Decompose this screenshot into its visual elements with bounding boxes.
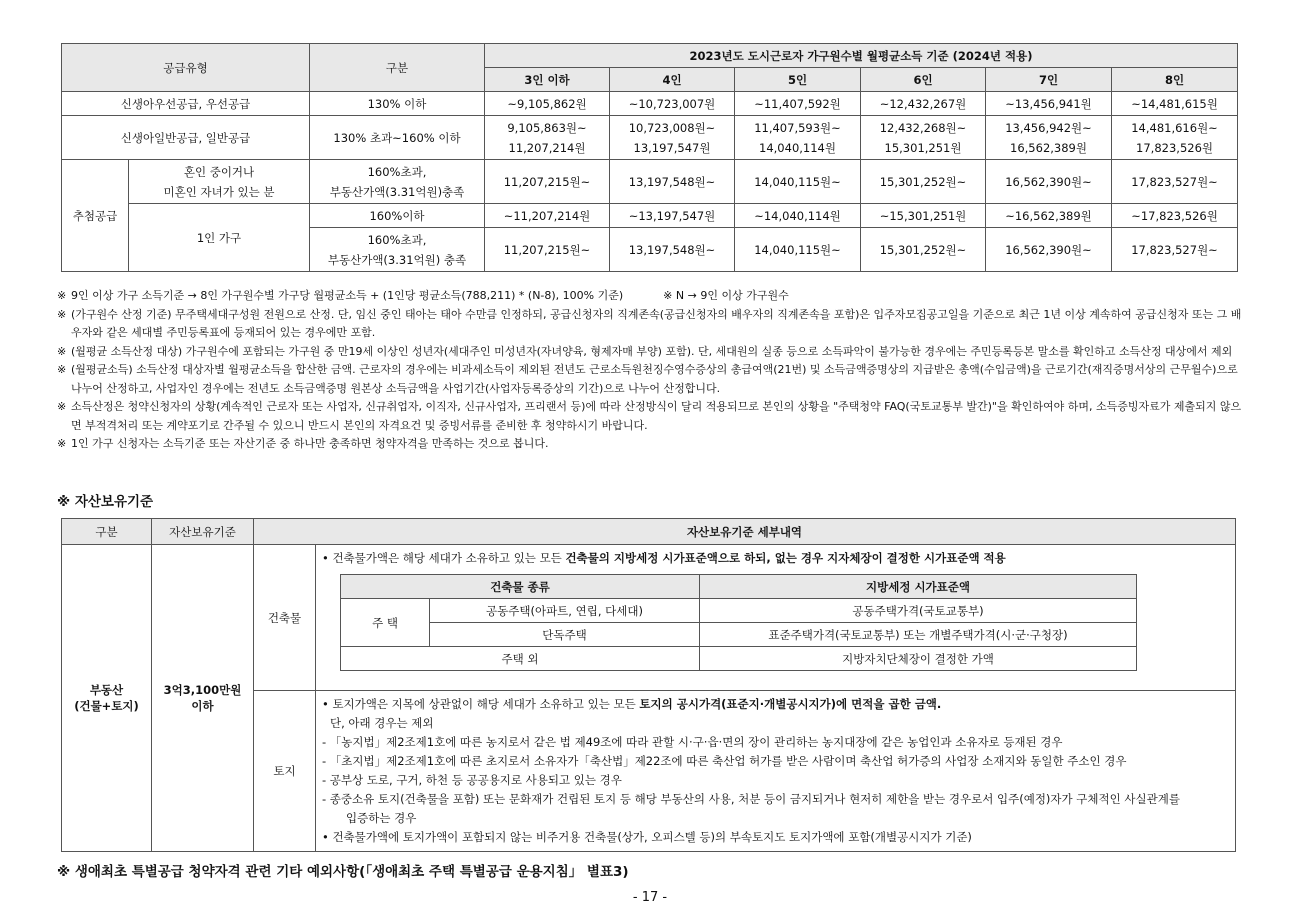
header-income-standard: 2023년도 도시근로자 가구원수별 월평균소득 기준 (2024년 적용): [485, 44, 1238, 68]
table-row: [341, 623, 1137, 647]
asset-category-real-estate: 부동산 (건물+토지): [62, 545, 152, 852]
income-cell: ~15,301,251원: [861, 204, 986, 228]
header-asset-category: 구분: [62, 519, 152, 545]
income-cell: ~13,197,547원: [610, 204, 735, 228]
row-lottery-single-criteria-a: 160%이하: [310, 204, 485, 228]
income-cell: 16,562,390원~: [986, 228, 1112, 272]
income-standard-table: [61, 43, 1238, 272]
building-detail: • 건축물가액은 해당 세대가 소유하고 있는 모든 건축물의 지방세정 시가표준액으로 하되, 없는 경우 지자체장이 결정한 시가표준액 적용 건축물 종류 지방세정 시가표준액 주 택 공동주택(아파트, 연립, 다세대) 공동주택가격(국토교통부) 단독주택 표준주택가격(국토교통부) 또는 개별주택가격(시·군·구청장) 주택 외 지방자치단체장이 결정한 가액: [316, 545, 1236, 691]
building-types-table: [340, 574, 1137, 671]
income-notes: [57, 287, 1247, 454]
income-cell: ~13,456,941원: [986, 92, 1112, 116]
header-supply-type: 공급유형: [62, 44, 310, 92]
row-lottery-married-group: 혼인 중이거나 미혼인 자녀가 있는 분: [129, 160, 310, 204]
note-item: ※ 9인 이상 가구 소득기준 → 8인 가구원수별 가구당 월평균소득 + (1인당 평균소득(788,211) * (N-8), 100% 기준) ※ N → 9인 이상 가구원수: [57, 289, 789, 302]
income-cell: ~14,040,114원: [735, 204, 861, 228]
table-row: [62, 92, 1238, 116]
header-household-3: 3인 이하: [485, 68, 610, 92]
row-priority-criteria: 130% 이하: [310, 92, 485, 116]
header-household-5: 5인: [735, 68, 861, 92]
income-cell: 12,432,268원~ 15,301,251원: [861, 116, 986, 160]
header-asset-detail: 자산보유기준 세부내역: [254, 519, 1236, 545]
income-cell: 16,562,390원~: [986, 160, 1112, 204]
asset-standard-value: 3억3,100만원 이하: [152, 545, 254, 852]
asset-section-heading: ※ 자산보유기준: [57, 494, 154, 510]
note-item: ※ (월평균소득) 소득산정 대상자별 월평균소득을 합산한 금액. 근로자의 경우에는 비과세소득이 제외된 전년도 근로소득원천징수영수증상의 총급여액(21번) 및 소득금액증명상의 지급받은 총액(수입금액)을 근로기간(재직증명서상의 근무월수)으로 나누어 산정하고, 사업자인 경우에는 전년도 소득금액증명 원본상 소득금액을 사업기간(사업자등록증상의 기간)으로 나누어 산정합니다.: [57, 363, 1238, 395]
income-cell: 11,207,215원~: [485, 160, 610, 204]
income-cell: 14,040,115원~: [735, 228, 861, 272]
table-row: [341, 647, 1137, 671]
income-cell: 9,105,863원~ 11,207,214원: [485, 116, 610, 160]
building-value-cell: 공동주택가격(국토교통부): [700, 599, 1137, 623]
page-number: - 17 -: [632, 890, 668, 905]
table-row: [62, 204, 1238, 228]
table-row: [62, 116, 1238, 160]
header-category: 구분: [310, 44, 485, 92]
income-cell: 13,197,548원~: [610, 228, 735, 272]
exception-section-heading: ※ 생애최초 특별공급 청약자격 관련 기타 예외사항(「생애최초 주택 특별공급 운용지침」 별표3): [57, 864, 629, 880]
income-cell: 11,207,215원~: [485, 228, 610, 272]
land-label: 토지: [254, 691, 316, 852]
header-asset-standard: 자산보유기준: [152, 519, 254, 545]
income-cell: ~11,407,592원: [735, 92, 861, 116]
note-item: ※ 소득산정은 청약신청자의 상황(계속적인 근로자 또는 사업자, 신규취업자, 이직자, 신규사업자, 프리랜서 등)에 따라 산정방식이 달리 적용되므로 본인의 상황을 "주택청약 FAQ(국토교통부 발간)"을 확인하여야 하며, 소득증빙자료가 제출되지 않으면 부적격처리 또는 계약포기로 간주될 수 있으니 반드시 본인의 자격요건 및 증빙서류를 준비한 후 청약하시기 바랍니다.: [57, 400, 1242, 432]
row-lottery-single-criteria-b: 160%초과, 부동산가액(3.31억원) 충족: [310, 228, 485, 272]
income-cell: ~12,432,267원: [861, 92, 986, 116]
header-household-6: 6인: [861, 68, 986, 92]
header-household-7: 7인: [986, 68, 1112, 92]
note-item: ※ (월평균 소득산정 대상) 가구원수에 포함되는 가구원 중 만19세 이상인 성년자(세대주인 미성년자(자녀양육, 형제자매 부양) 포함). 단, 세대원의 실종 등으로 소득파악이 불가능한 경우에는 주민등록등본 말소를 확인하고 소득산정 대상에서 제외: [57, 344, 1233, 358]
header-household-4: 4인: [610, 68, 735, 92]
income-cell: 15,301,252원~: [861, 160, 986, 204]
income-cell: 17,823,527원~: [1112, 160, 1238, 204]
note-item: ※ (가구원수 산정 기준) 무주택세대구성원 전원으로 산정. 단, 임신 중인 태아는 태아 수만큼 인정하되, 공급신청자의 직계존속(공급신청자의 배우자의 직계존속을 포함)은 입주자모집공고일을 기준으로 최근 1년 이상 계속하여 공급신청자 또는 그 배우자와 같은 세대별 주민등록표에 등재되어 있는 경우에만 포함.: [57, 307, 1242, 339]
building-kind-cell: 단독주택: [430, 623, 700, 647]
header-building-kind: 건축물 종류: [341, 575, 700, 599]
row-lottery-married-criteria: 160%초과, 부동산가액(3.31억원)충족: [310, 160, 485, 204]
income-cell: ~17,823,526원: [1112, 204, 1238, 228]
building-label: 건축물: [254, 545, 316, 691]
header-household-8: 8인: [1112, 68, 1238, 92]
building-value-cell: 지방자치단체장이 결정한 가액: [700, 647, 1137, 671]
income-cell: ~11,207,214원: [485, 204, 610, 228]
income-cell: 11,407,593원~ 14,040,114원: [735, 116, 861, 160]
income-cell: 14,481,616원~ 17,823,526원: [1112, 116, 1238, 160]
row-lottery-type: 추첨공급: [62, 160, 129, 272]
building-kind-cell: 공동주택(아파트, 연립, 다세대): [430, 599, 700, 623]
income-cell: ~14,481,615원: [1112, 92, 1238, 116]
row-priority-type: 신생아우선공급, 우선공급: [62, 92, 310, 116]
building-value-cell: 표준주택가격(국토교통부) 또는 개별주택가격(시·군·구청장): [700, 623, 1137, 647]
housing-label: 주 택: [341, 599, 430, 647]
building-kind-cell: 주택 외: [341, 647, 700, 671]
income-cell: 10,723,008원~ 13,197,547원: [610, 116, 735, 160]
income-cell: 17,823,527원~: [1112, 228, 1238, 272]
income-cell: ~16,562,389원: [986, 204, 1112, 228]
income-cell: 13,456,942원~ 16,562,389원: [986, 116, 1112, 160]
income-cell: 14,040,115원~: [735, 160, 861, 204]
table-row: [62, 160, 1238, 204]
income-cell: 13,197,548원~: [610, 160, 735, 204]
income-cell: ~9,105,862원: [485, 92, 610, 116]
income-cell: ~10,723,007원: [610, 92, 735, 116]
header-building-value: 지방세정 시가표준액: [700, 575, 1137, 599]
table-row: [341, 599, 1137, 623]
row-lottery-single-group: 1인 가구: [129, 204, 310, 272]
row-general-criteria: 130% 초과~160% 이하: [310, 116, 485, 160]
income-cell: 15,301,252원~: [861, 228, 986, 272]
note-item: ※ 1인 가구 신청자는 소득기준 또는 자산기준 중 하나만 충족하면 청약자격을 만족하는 것으로 봅니다.: [57, 437, 549, 450]
land-detail: • 토지가액은 지목에 상관없이 해당 세대가 소유하고 있는 모든 토지의 공시가격(표준지·개별공시지가)에 면적을 곱한 금액. 단, 아래 경우는 제외 - 「농지법」제2조제1호에 따른 농지로서 같은 법 제49조에 따라 관할 시·구·읍·면의 장이 관리하는 농지대장에 같은 농업인과 소유자로 등재된 경우 - 「초지법」제2조제1호에 따른 초지로서 소유자가「축산법」제22조에 따른 축산업 허가를 받은 사람이며 축산업 허가증의 사업장 소재지와 동일한 주소인 경우 - 공부상 도로, 구거, 하천 등 공공용지로 사용되고 있는 경우 - 종중소유 토지(건축물을 포함) 또는 문화재가 건립된 토지 등 해당 부동산의 사용, 처분 등이 금지되거나 현저히 제한을 받는 경우로서 입주(예정)자가 구체적인 사실관계를 입증하는 경우 • 건축물가액에 토지가액이 포함되지 않는 비주거용 건축물(상가, 오피스텔 등)의 부속토지도 토지가액에 포함(개별공시지가 기준): [316, 691, 1236, 852]
asset-standard-table: [61, 518, 1236, 852]
row-general-type: 신생아일반공급, 일반공급: [62, 116, 310, 160]
